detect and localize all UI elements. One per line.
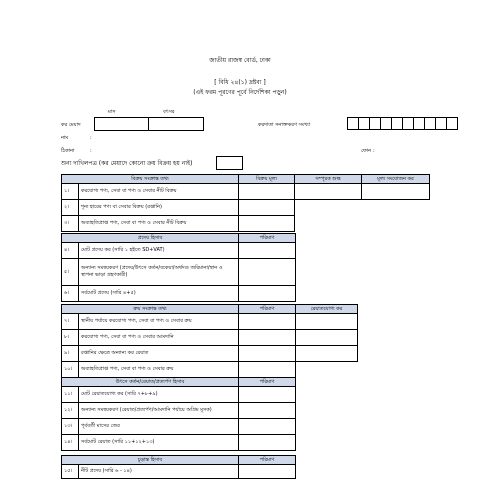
- amount-cell[interactable]: [239, 330, 296, 346]
- phone-colon: :: [373, 148, 375, 154]
- row-description: করযোগ্য পণ্য, সেবা বা পণ্য ও সেবার আমদানি: [79, 330, 239, 346]
- row-description: সর্বমোট প্রদেয় (সারি ৪+৫): [79, 286, 239, 302]
- purchase-header-row: [62, 305, 358, 314]
- phone-label: ফোন: [361, 148, 372, 154]
- purchase-col-rebate: রেয়াতযোগ্য কর: [296, 305, 358, 314]
- row-number: ১৪।: [62, 435, 79, 451]
- amount-cell[interactable]: [239, 259, 296, 286]
- row-description: অব্যাহতিপ্রাপ্ত পণ্য, সেবা বা পণ্য ও সেবার ক্রয়: [79, 362, 239, 378]
- rebate-cell[interactable]: [296, 330, 358, 346]
- table-row: [62, 387, 296, 403]
- row-number: ৬।: [62, 286, 79, 302]
- row-number: ১২।: [62, 403, 79, 419]
- amount-cell[interactable]: [239, 243, 296, 259]
- purchase-col-info: ক্রয় সংক্রান্ত তথ্য: [62, 305, 239, 314]
- amount-cell[interactable]: [239, 419, 296, 435]
- net-table: [61, 455, 296, 479]
- sales-col-info: বিক্রয় সংক্রান্ত তথ্য: [62, 175, 239, 184]
- row-description: স্থানীয় পর্যায়ে করযোগ্য পণ্য, সেবা বা পণ্য ও সেবার ক্রয়: [79, 314, 239, 330]
- net-col-amount: পরিমাণ: [239, 456, 296, 465]
- bin-digit-box[interactable]: [446, 117, 458, 130]
- amount-cell[interactable]: [239, 286, 296, 302]
- board-title: জাতীয় রাজস্ব বোর্ড, ঢাকা: [209, 57, 271, 64]
- amount-cell[interactable]: [239, 387, 296, 403]
- row-number: ১৩।: [62, 419, 79, 435]
- rebate-table: [61, 377, 296, 451]
- rebate-cell[interactable]: [296, 314, 358, 330]
- purchase-col-amount: পরিমাণ: [239, 305, 296, 314]
- table-row: [62, 243, 296, 259]
- sales-table: [61, 174, 430, 232]
- name-label: নাম: [61, 135, 69, 141]
- sales-col-vat: মূল্য সংযোজন কর: [362, 175, 430, 184]
- sales-header-row: [62, 175, 430, 184]
- payable-col-amount: পরিমাণ: [239, 234, 296, 243]
- payable-header-row: [62, 234, 296, 243]
- sales-col-sd: সম্পূরক শুল্ক: [295, 175, 362, 184]
- table-row: [62, 362, 358, 378]
- name-colon: :: [90, 135, 92, 141]
- row-number: ৫।: [62, 259, 79, 286]
- row-number: ৭।: [62, 314, 79, 330]
- rebate-header-row: [62, 378, 296, 387]
- table-row: [62, 286, 296, 302]
- amount-cell[interactable]: [239, 435, 296, 451]
- rule-reference: [ বিধি ২৪(১) দ্রষ্টব্য ]: [214, 79, 266, 86]
- nil-return-checkbox[interactable]: [216, 156, 243, 170]
- amount-cell[interactable]: [239, 346, 296, 362]
- month-input[interactable]: [94, 117, 149, 131]
- sales-sd-cell[interactable]: [295, 184, 362, 200]
- row-number: ১১।: [62, 387, 79, 403]
- year-input[interactable]: [148, 117, 204, 131]
- payable-table: [61, 233, 296, 302]
- row-description: শূন্য হারের পণ্য বা সেবার বিক্রয় (রপ্তানি): [79, 200, 239, 216]
- amount-cell[interactable]: [239, 465, 296, 479]
- table-row: [62, 465, 296, 479]
- row-description: নীট প্রদেয় (সারি ৬ - ১৪): [79, 465, 239, 479]
- row-number: ১০।: [62, 362, 79, 378]
- address-colon: :: [90, 148, 92, 154]
- table-row: [62, 346, 358, 362]
- table-row: [62, 403, 296, 419]
- row-number: ১।: [62, 184, 79, 200]
- row-number: ২।: [62, 200, 79, 216]
- bin-input[interactable]: [347, 117, 461, 131]
- rebate-col-amount: পরিমাণ: [239, 378, 296, 387]
- row-description: মোট প্রদেয় কর (সারি ১ হইতে SD+VAT): [79, 243, 239, 259]
- tax-period-label: কর মেয়াদ: [61, 122, 81, 128]
- table-row: [62, 200, 430, 216]
- row-description: অন্যান্য সমন্বয়করণ (রেয়াত/প্রত্যর্পণ/আমদানি পর্যায়ে অগ্রিম মূসক): [79, 403, 239, 419]
- row-description: করযোগ্য পণ্য, সেবা বা পণ্য ও সেবার নীট বিক্রয়: [79, 184, 239, 200]
- purchase-table: [61, 304, 358, 378]
- year-label: বৎসর: [163, 109, 175, 115]
- amount-cell[interactable]: [239, 314, 296, 330]
- table-row: [62, 419, 296, 435]
- row-description: মোট রেয়াতযোগ্য কর (সারি ৭+৮+৯): [79, 387, 239, 403]
- amount-cell[interactable]: [239, 403, 296, 419]
- sales-value-cell[interactable]: [239, 216, 295, 232]
- sales-value-cell[interactable]: [239, 200, 295, 216]
- row-number: ৯।: [62, 346, 79, 362]
- amount-cell[interactable]: [239, 362, 296, 378]
- table-row: [62, 435, 296, 451]
- table-row: [62, 330, 358, 346]
- sales-vat-cell[interactable]: [362, 184, 430, 200]
- bin-label: করদাতা সনাক্তকরণ সংখ্যা: [258, 122, 311, 128]
- rebate-cell[interactable]: [296, 346, 358, 362]
- row-description: পূর্ববর্তী মাসের জের: [79, 419, 239, 435]
- sales-value-cell[interactable]: [239, 184, 295, 200]
- table-row: [62, 314, 358, 330]
- net-col-info: চূড়ান্ত হিসাব: [62, 456, 239, 465]
- instruction-note: (এই ফরম পূরণের পূর্বে নির্দেশিকা পড়ুন): [193, 89, 287, 96]
- row-number: ১৫।: [62, 465, 79, 479]
- nil-return-label: শুন্য দাখিলপত্র (কর মেয়াদে কোনো ক্রয় বিক্রয় হয় নাই): [61, 160, 193, 167]
- row-number: ৪।: [62, 243, 79, 259]
- row-description: সর্বমোট রেয়াত (সারি ১১+১২+১৩): [79, 435, 239, 451]
- table-row: [62, 216, 430, 232]
- table-row: [62, 259, 296, 286]
- row-number: ৩।: [62, 216, 79, 232]
- row-description: অব্যাহতিপ্রাপ্ত পণ্য, সেবা বা পণ্য ও সেবার নীট বিক্রয়: [79, 216, 239, 232]
- address-label: ঠিকানা: [61, 148, 75, 154]
- sales-col-value: বিক্রয় মূল্য: [239, 175, 295, 184]
- rebate-col-info: উৎসে কর্তন/রেয়াত/প্রত্যর্পণ হিসাব: [62, 378, 239, 387]
- net-header-row: [62, 456, 296, 465]
- row-description: রপ্তানির ক্ষেত্রে অন্যান্য কর রেয়াত: [79, 346, 239, 362]
- table-row: [62, 184, 430, 200]
- month-label: মাস: [108, 109, 116, 115]
- row-description: অন্যান্য সমন্বয়করণ (প্রদেয়/উৎসে কর্তন/বকেয়া/অর্থদণ্ড জরিমানা/স্থান ও স্থাপনা ভাড়া গ্রহণকারী): [79, 259, 239, 286]
- row-number: ৮।: [62, 330, 79, 346]
- payable-col-info: প্রদেয় হিসাব: [62, 234, 239, 243]
